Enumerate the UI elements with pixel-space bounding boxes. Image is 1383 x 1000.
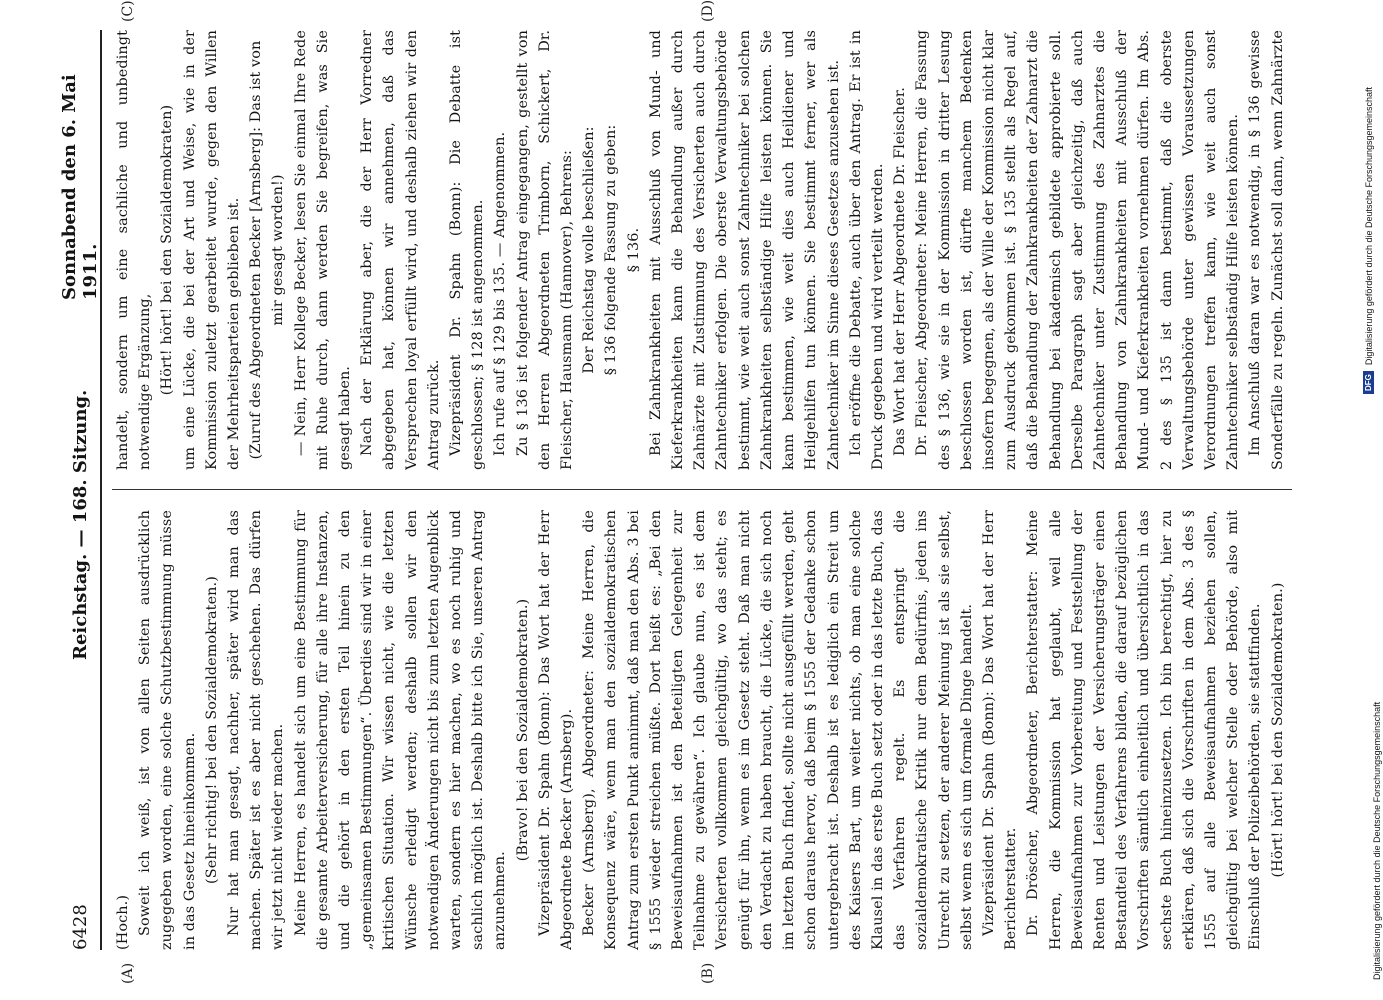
left-column-paragraph: Becker (Arnsberg), Abgeordneter: Meine Herren, die Konsequenz wäre, wenn man den sozialdemokratischen Antrag zum ersten Punkt annimmt, daß man den Abs. 3 bei § 1555 wieder streichen müßte. Dort heißt es: „Bei den Beweisaufnahmen ist den Beteiligten Gelegenheit zur Teilnahme zu gewähren“. Ich glaube nun, es ist dem Versicherten vollkommen gleichgültig, wo das steht; es genügt für ihn, wenn es im Gesetz steht. Daß man nicht den Verdacht zu haben braucht, die Lücke, die sich noch im letzten Buch findet, sollte nicht ausgefüllt werden, geht schon daraus hervor, daß beim § 1555 der Gedanke schon untergebracht ist. Deshalb ist es lediglich ein Streit um des Kaisers Bart, um weiter nichts, ob man eine solche Klausel in das erste Buch setzt oder in das letzte Buch, das das Verfahren regelt. Es entspringt die sozialdemokratische Kritik nur dem Bedürfnis, jeden ins Unrecht zu setzen, der anderer Meinung ist als sie selbst, selbst wenn es sich um formale Dinge handelt.	[581, 510, 975, 950]
margin-marker-b: (B)	[700, 962, 716, 984]
left-column-paragraph: Vizepräsident Dr. Spahn (Bonn): Das Wort hat der Herr Berichterstatter.	[980, 510, 1020, 950]
right-column-paragraph: (Hört! hört! bei den Sozialdemokraten)	[159, 104, 176, 396]
side-caption	[1363, 14, 1377, 394]
right-column-paragraph: Dr. Fleischer, Abgeordneter: Meine Herren, die Fassung des § 136, wie sie in der Kommission in dritter Lesung beschlossen worden ist, dürfte manchem Bedenken insofern begegnen, als der Wille der Kommission nicht klar zum Ausdruck gekommen ist. § 135 stellt als Regel auf, daß die Behandlung der Zahnkrankheiten der Zahnarzt die Behandlung bei akademisch gebildete approbierte soll. Derselbe Paragraph sagt aber gleichzeitig, daß auch Zahntechniker unter Zustimmung des Zahnarztes die Behandlung von Zahnkrankheiten mit Ausschluß der Mund- und Kieferkrankheiten vornehmen dürfen. Im Abs. 2 des § 135 ist dann bestimmt, daß die oberste Verwaltungsbehörde unter gewissen Voraussetzungen Verordnungen treffen kann, wie weit auch sonst Zahntechniker selbständig Hilfe leisten können.	[914, 30, 1242, 470]
margin-marker-a: (A)	[120, 962, 136, 984]
right-column-paragraph: § 136.	[625, 227, 642, 273]
right-column-paragraph: Ich rufe auf § 129 bis 135. — Angenommen.	[492, 131, 509, 456]
left-column-paragraph: Meine Herren, es handelt sich um eine Bestimmung für die gesamte Arbeiterversicherung, für alle ihre Instanzen, und die gehört in den ersten Teil hinein zu den „gemeinsamen Bestimmungen“. Überdies sind wir in einer kritischen Situation. Wir wissen nicht, wie die letzten Wünsche erledigt werden; deshalb sollen wir den notwendigen Änderungen nicht bis zum letzten Augenblick warten, sondern es hier machen, wo es noch ruhig und sachlich möglich ist. Deshalb bitte ich Sie, unseren Antrag anzunehmen.	[292, 510, 509, 950]
right-text-column	[112, 30, 1292, 470]
right-column-paragraph: Bei Zahnkrankheiten mit Ausschluß von Mund- und Kieferkrankheiten kann die Behandlung außer durch Zahnärzte mit Zustimmung des Versicherten auch durch Zahntechniker erfolgen. Die oberste Verwaltungsbehörde bestimmt, wie weit auch sonst Zahntechniker bei solchen Zahnkrankheiten selbständige Hilfe leisten können. Sie kann bestimmen, wie weit dies auch Heildiener und Heilgehilfen tun können. Sie bestimmt ferner, wer als Zahntechniker im Sinne dieses Gesetzes anzusehen ist.	[647, 30, 842, 470]
left-text-column	[112, 510, 1292, 950]
left-column-paragraph: Dr. Dröscher, Abgeordneter, Berichterstatter: Meine Herren, die Kommission hat geglaubt, weil alle Beweisaufnahmen zur Vorbereitung und Feststellung der Renten und Leistungen der Versicherungsträger einen Bestandteil des Verfahrens bilden, die darauf bezüglichen Vorschriften sämtlich einheitlich und übersichtlich in das sechste Buch hineinzusetzen. Ich bin berechtigt, hier zu erklären, daß sich die Vorschriften in dem Abs. 3 des § 1555 auf alle Beweisaufnahmen beziehen sollen, gleichgültig bei welcher Stelle oder Behörde, also mit Einschluß der Polizeibehörden, sie stattfinden.	[1025, 510, 1264, 950]
left-column-paragraph: Nur hat man gesagt, nachher, später wird man das machen. Später ist es aber nicht geschehen. Das dürfen wir jetzt nicht wieder machen.	[226, 510, 287, 950]
side-caption-text: Digitalisierung gefördert durch die Deutsche Forschungsgemeinschaft	[1363, 86, 1374, 366]
margin-marker-d: (D)	[700, 0, 716, 22]
footer-caption	[1372, 420, 1382, 1000]
left-column-paragraph: (Hoch.)	[115, 894, 131, 950]
left-column-paragraph: Soweit ich weiß, ist von allen Seiten ausdrücklich zugegeben worden, eine solche Schutzbestimmung müsse in das Gesetz hineinkommen.	[137, 510, 198, 950]
left-column-paragraph: (Bravo! bei den Sozialdemokraten.)	[514, 598, 531, 862]
right-column-paragraph: Im Anschluß daran war es notwendig, in § 136 gewisse Sonderfälle zu regeln. Zunächst soll dann, wenn Zahnärzte	[1247, 30, 1286, 470]
left-column-paragraph	[1289, 510, 1292, 950]
right-column-paragraph: — Nein, Herr Kollege Becker, lesen Sie einmal Ihre Rede mit Ruhe durch, dann werden Sie begreifen, was Sie gesagt haben.	[292, 30, 354, 470]
right-column-paragraph: § 136 folgende Fassung zu geben:	[603, 124, 620, 376]
right-column-paragraph: handelt, sondern um eine sachliche und unbedingt notwendige Ergänzung,	[115, 30, 154, 470]
column-divider	[112, 489, 1292, 490]
session-title: Reichstag. — 168. Sitzung.	[69, 389, 91, 660]
footer-caption-text: Digitalisierung gefördert durch die Deutsche Forschungsgemeinschaft	[1372, 701, 1382, 980]
right-column-paragraph: Zu § 136 ist folgender Antrag eingegangen, gestellt von den Herren Abgeordneten Trimborn, Schickert, Dr. Fleischer, Hausmann (Hannover), Behrens:	[514, 30, 576, 470]
right-column-paragraph: Das Wort hat der Herr Abgeordnete Dr. Fleischer.	[892, 87, 909, 456]
left-column-paragraph: (Hört! hört! bei den Sozialdemokraten.)	[1269, 582, 1286, 878]
rotated-page	[59, 0, 1300, 984]
right-column-paragraph: Nach der Erklärung aber, die der Herr Vorredner abgegeben hat, können wir annehmen, daß das Versprechen loyal erfüllt wird, und deshalb ziehen wir den Antrag zurück.	[359, 30, 442, 470]
page-header	[60, 30, 102, 950]
left-column-paragraph: (Sehr richtig! bei den Sozialdemokraten.)	[203, 576, 220, 884]
session-date: Sonnabend den 6. Mai 1911.	[59, 74, 101, 300]
right-column-paragraph: um eine Lücke, die bei der Art und Weise, wie in der Kommission zuletzt gearbeitet wurde, gegen den Willen der Mehrheitsparteien geblieben ist.	[181, 30, 243, 470]
left-column-paragraph: Vizepräsident Dr. Spahn (Bonn): Das Wort hat der Herr Abgeordnete Becker (Arnsberg).	[536, 510, 576, 950]
right-column-paragraph: (Zuruf des Abgeordneten Becker [Arnsberg]: Das ist von mir gesagt worden!)	[248, 40, 287, 460]
dfg-logo: DFG	[1363, 371, 1374, 394]
right-column-paragraph: Vizepräsident Dr. Spahn (Bonn): Die Debatte ist geschlossen; § 128 ist angenommen.	[448, 30, 487, 470]
margin-marker-c: (C)	[120, 0, 136, 22]
page-number: 6428	[69, 904, 91, 950]
right-column-paragraph: Ich eröffne die Debatte, auch über den Antrag. Er ist in Druck gegeben und wird verteilt werden.	[847, 30, 886, 470]
right-column-paragraph: Der Reichstag wolle beschließen:	[581, 126, 598, 374]
